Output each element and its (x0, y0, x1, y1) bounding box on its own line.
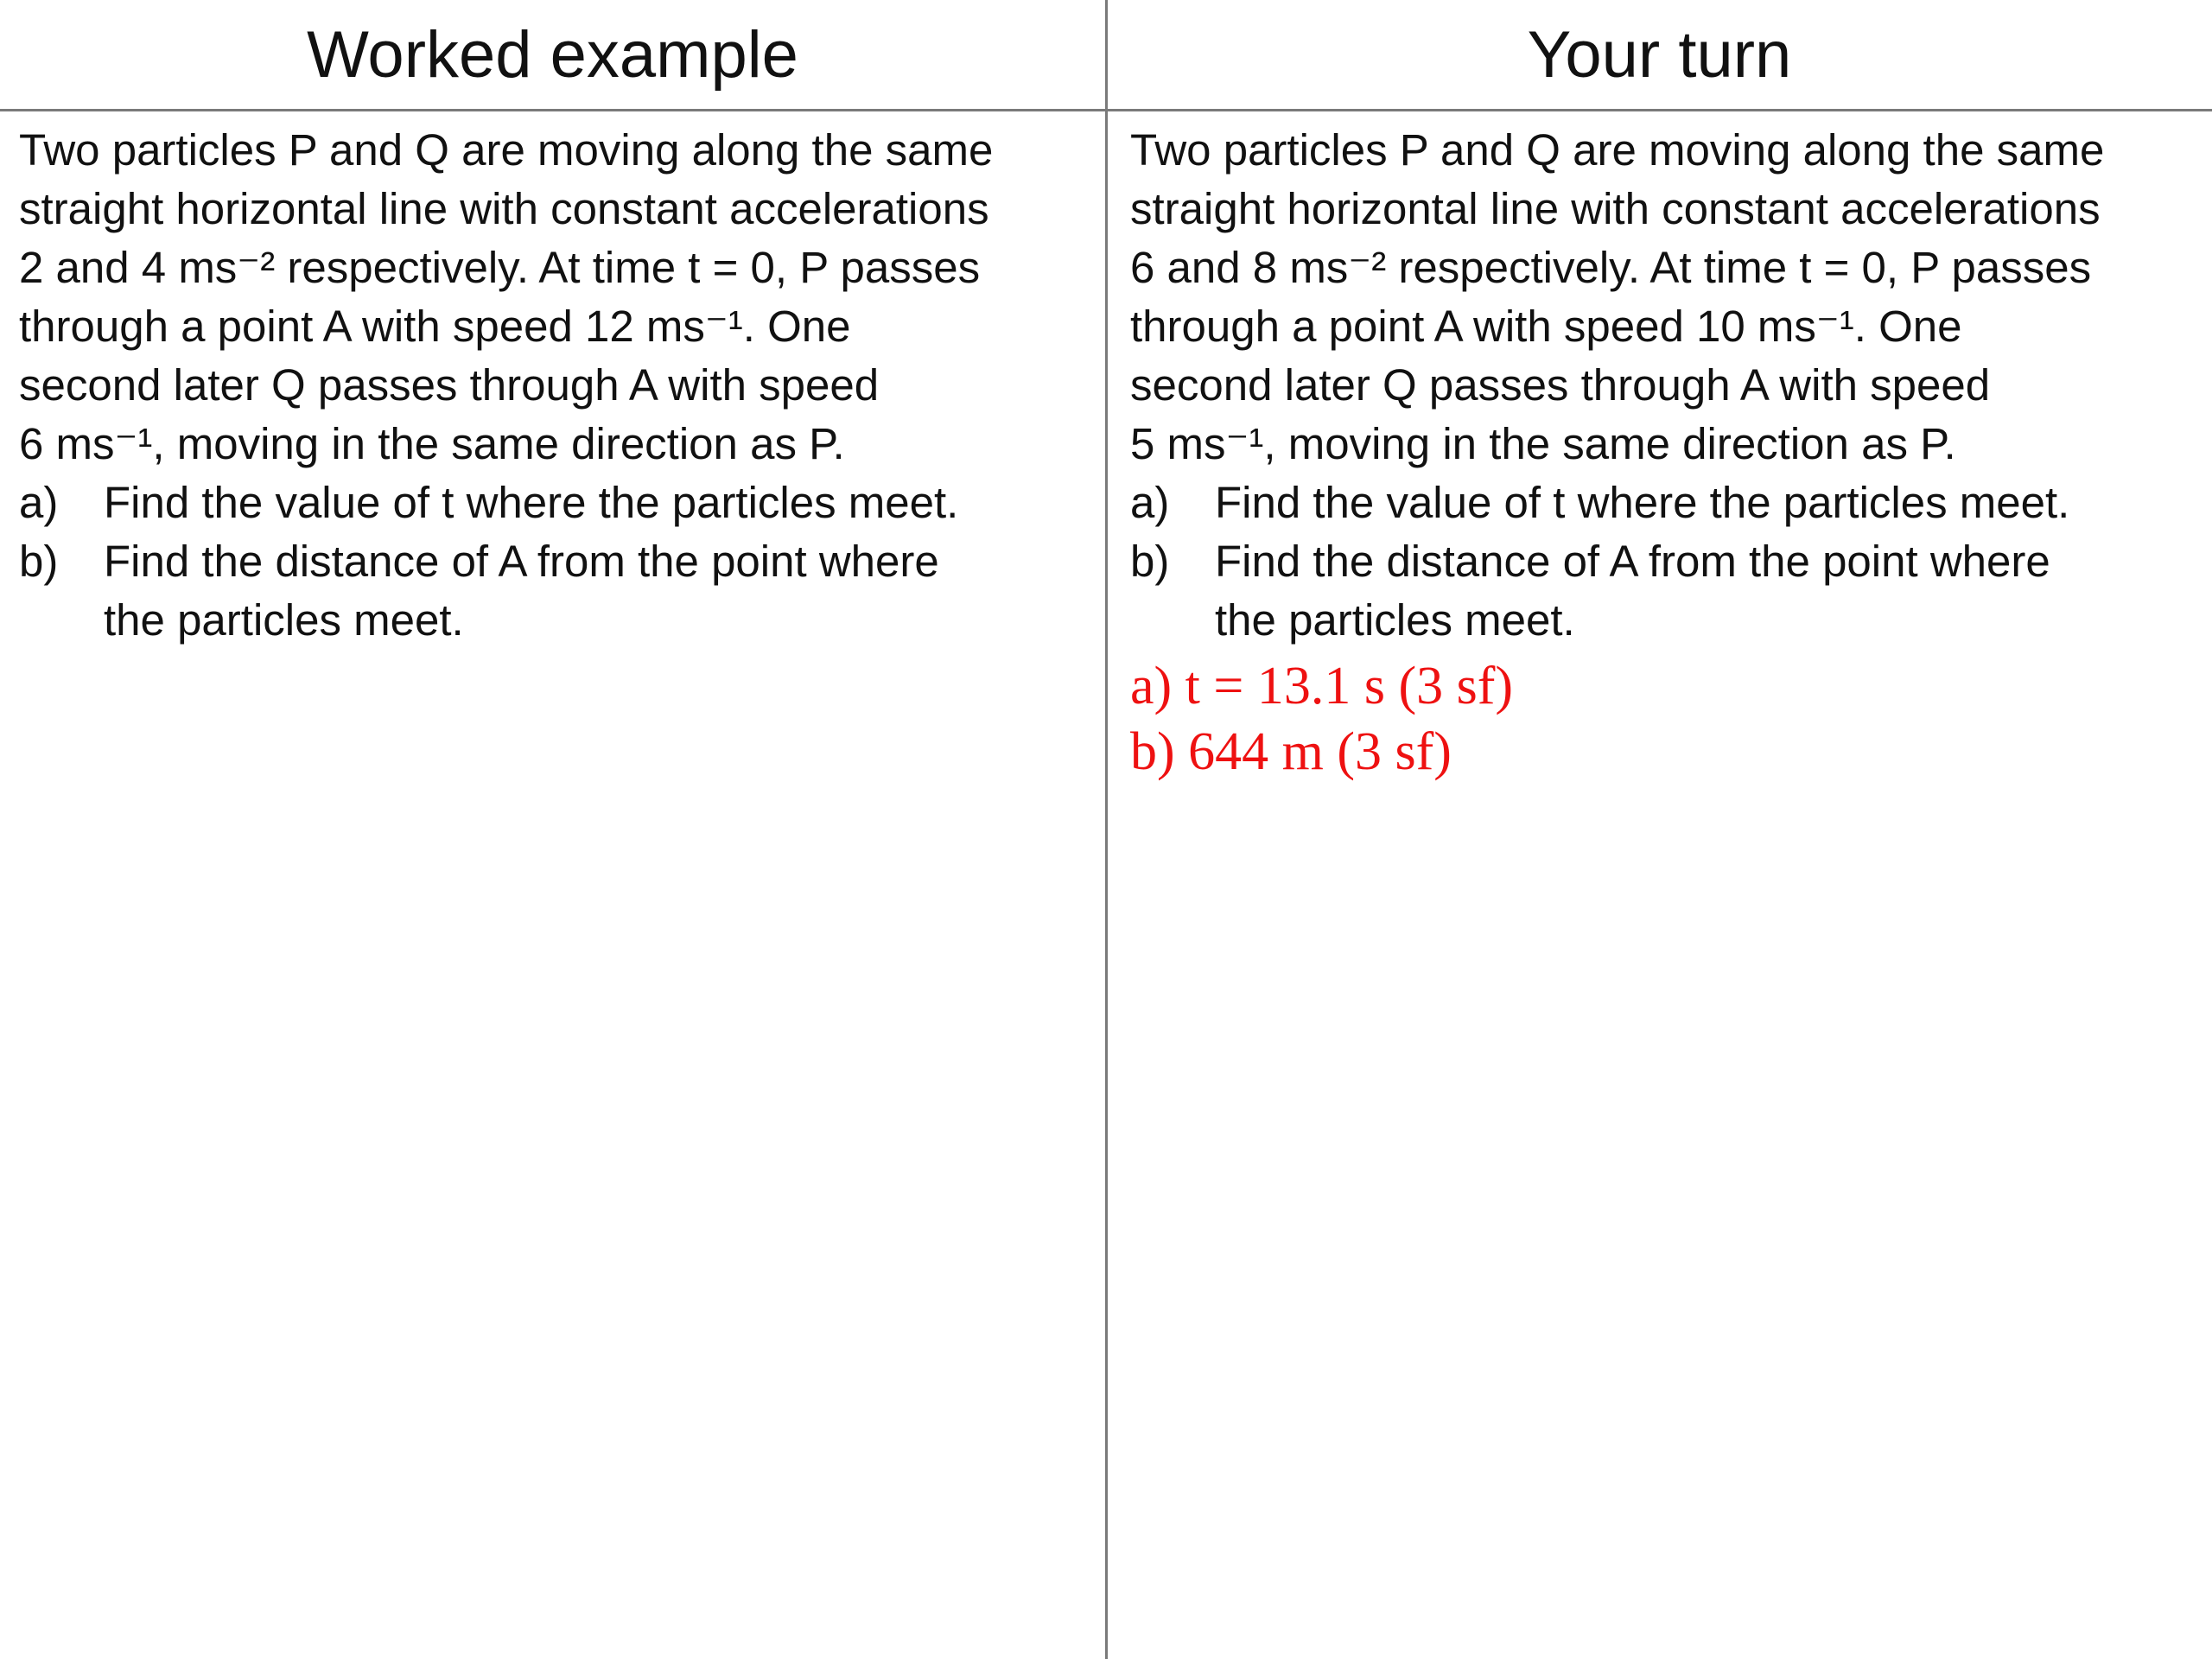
answer-b: b) 644 m (3 sf) (1130, 722, 1452, 781)
your-turn-column (1107, 0, 2212, 1659)
answer-a: a) t = 13.1 s (3 sf) (1130, 657, 1514, 715)
worked-example-body (19, 121, 1093, 650)
your-turn-body (1130, 121, 2200, 785)
part-b-label: b) (1130, 537, 1170, 586)
part-a-text: Find the value of t where the particles meet. (104, 478, 959, 527)
worked-example-problem: Two particles P and Q are moving along the same straight horizontal line with constant accelerations 2 and 4 ms⁻² respectively. At time t = 0, P passes through a point A with speed 12 ms⁻¹. One second later Q passes through A with speed 6 ms⁻¹, moving in the same direction as P. (19, 125, 994, 468)
worked-example-parts (19, 474, 1093, 650)
part-b-label: b) (19, 537, 59, 586)
part-b-text: Find the distance of A from the point where the particles meet. (104, 537, 939, 645)
your-turn-header: Your turn (1527, 17, 1792, 92)
your-turn-parts (1130, 474, 2200, 650)
part-a-text: Find the value of t where the particles meet. (1215, 478, 2070, 527)
worked-example-part-b (19, 532, 1093, 650)
part-a-label: a) (19, 478, 59, 527)
your-turn-problem: Two particles P and Q are moving along the same straight horizontal line with constant accelerations 6 and 8 ms⁻² respectively. At time t = 0, P passes through a point A with speed 10 ms⁻¹. One second later Q passes through A with speed 5 ms⁻¹, moving in the same direction as P. (1130, 125, 2105, 468)
part-b-text: Find the distance of A from the point where the particles meet. (1215, 537, 2050, 645)
answers (1130, 653, 2200, 785)
your-turn-part-b (1130, 532, 2200, 650)
part-a-label: a) (1130, 478, 1170, 527)
worked-example-part-a (19, 474, 1093, 532)
worked-example-header: Worked example (307, 17, 798, 92)
worked-example-column (0, 0, 1105, 1659)
your-turn-part-a (1130, 474, 2200, 532)
